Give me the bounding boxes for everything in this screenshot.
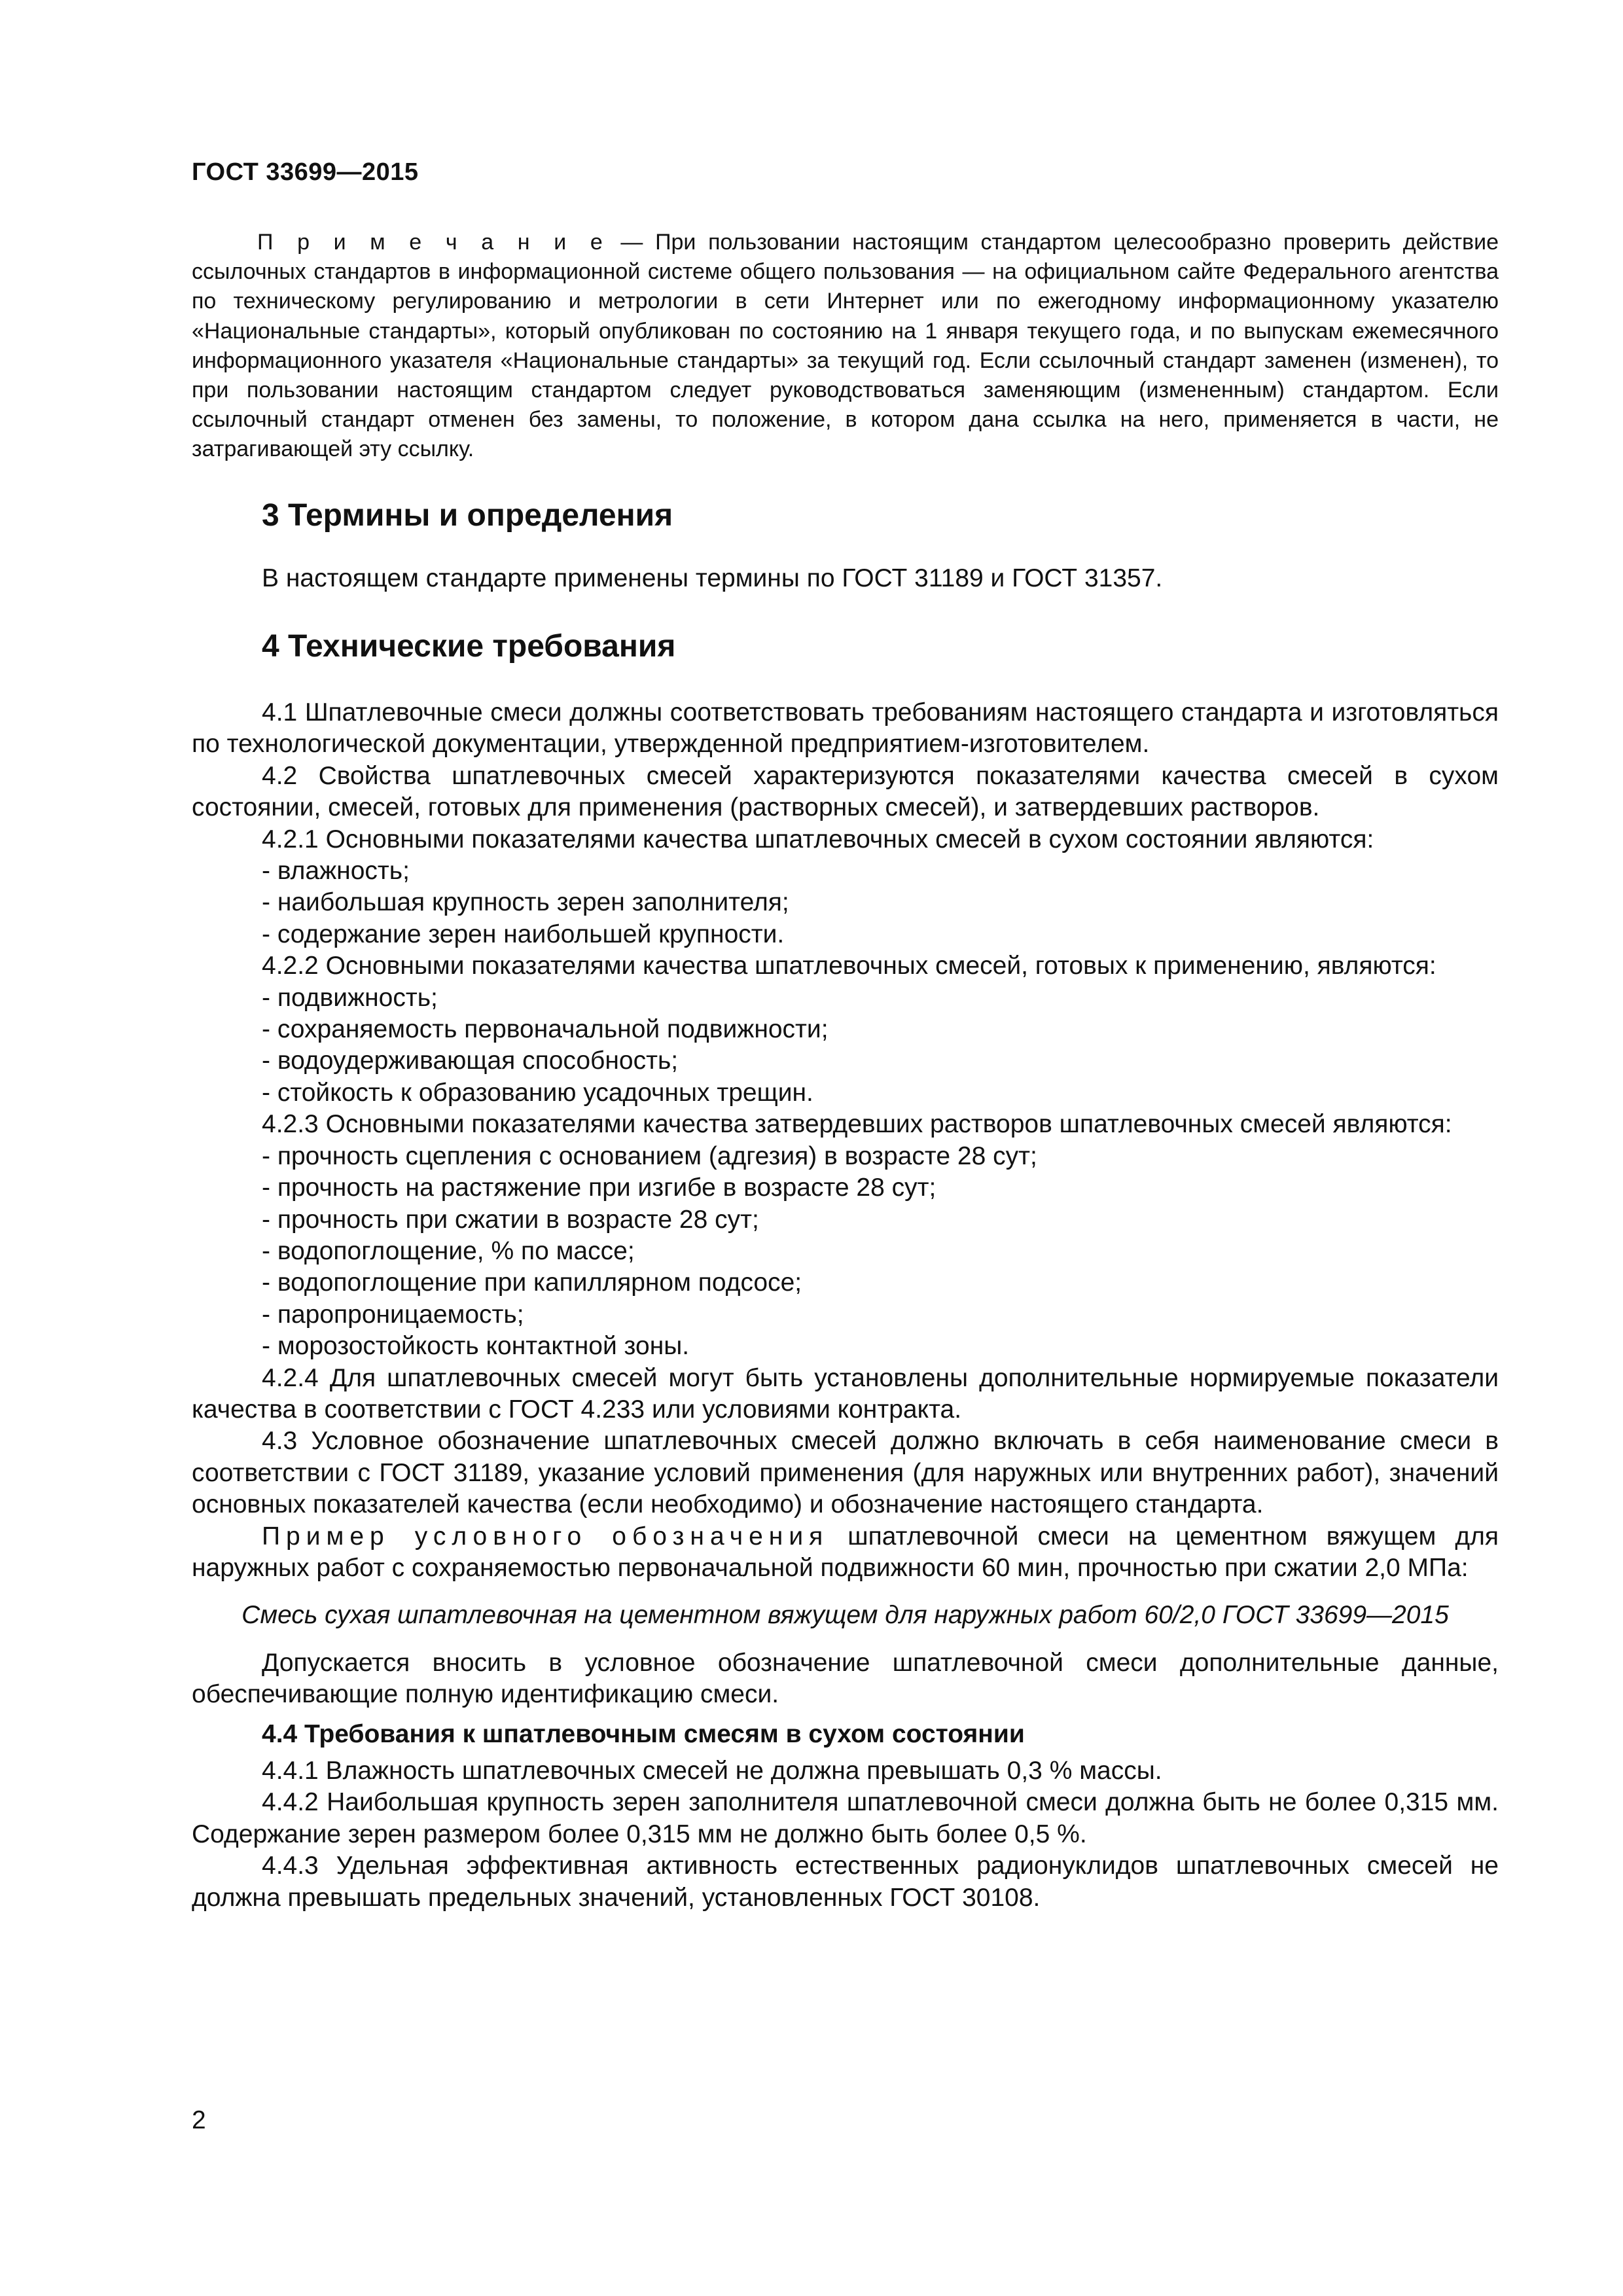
section-4-heading: 4 Технические требования [262,629,676,664]
list-item: - водопоглощение, % по массе; [262,1236,635,1265]
list-item: - наибольшая крупность зерен заполнителя; [262,888,789,917]
paragraph-4-3: 4.3 Условное обозначение шпатлевочных смесей должно включать в себя наименование смеси в соответствии с ГОСТ 31189, указание условий применения (для наружных или внутренних работ), значений основных показателей качества (если необходимо) и обозначение настоящего стандарта. [192,1427,1499,1519]
paragraph-4-4-2: 4.4.2 Наибольшая крупность зерен заполнителя шпатлевочной смеси должна быть не более 0,315 мм. Содержание зерен размером более 0,315 мм не должно быть более 0,5 %. [192,1788,1499,1848]
note-text: — При пользовании настоящим стандартом целесообразно проверить действие ссылочных стандартов в информационной системе общего пользования — на официальном сайте Федерального агентства по техническому регулированию и метрологии в сети Интернет или по ежегодному информационному указателю «Национальные стандарты», который опубликован по состоянию на 1 января текущего года, и по выпускам ежемесячного информационного указателя «Национальные стандарты» за текущий год. Если ссылочный стандарт заменен (изменен), то при пользовании настоящим стандартом следует руководствоваться заменяющим (измененным) стандартом. Если ссылочный стандарт отменен без замены, то положение, в котором дана ссылка на него, применяется в части, не затрагивающей эту ссылку. [192,230,1499,462]
paragraph-allowed: Допускается вносить в условное обозначение шпатлевочной смеси дополнительные данные, обеспечивающие полную идентификацию смеси. [192,1648,1499,1709]
section-3-text: В настоящем стандарте применены термины по ГОСТ 31189 и ГОСТ 31357. [262,564,1163,592]
paragraph-4-2: 4.2 Свойства шпатлевочных смесей характеризуются показателями качества смесей в сухом состоянии, смесей, готовых для применения (растворных смесей), и затвердевших растворов. [192,761,1499,822]
note-block [192,228,1499,465]
page-number: 2 [192,2106,206,2134]
document-code-header: ГОСТ 33699—2015 [192,158,419,186]
list-item: - влажность; [262,857,410,886]
list-item: - стойкость к образованию усадочных трещин. [262,1078,813,1107]
list-item: - водоудерживающая способность; [262,1047,679,1075]
subsection-4-4-heading: 4.4 Требования к шпатлевочным смесям в сухом состоянии [262,1719,1025,1748]
paragraph-4-2-1: 4.2.1 Основными показателями качества шпатлевочных смесей в сухом состоянии являются: [262,825,1374,853]
list-item: - прочность сцепления с основанием (адгезия) в возрасте 28 сут; [262,1141,1037,1170]
section-3-heading: 3 Термины и определения [262,498,673,533]
paragraph-4-2-2: 4.2.2 Основными показателями качества шпатлевочных смесей, готовых к применению, являются: [262,952,1436,980]
example-label: Пример условного обозначения [262,1522,829,1551]
section-4-body [192,697,1499,1914]
example-text: шпатлевочной смеси на цементном вяжущем для наружных работ с сохраняемостью первоначальной подвижности 60 мин, прочностью при сжатии 2,0 МПа: [192,1522,1499,1582]
example-designation: Смесь сухая шпатлевочная на цементном вяжущем для наружных работ 60/2,0 ГОСТ 33699—2015 [241,1601,1449,1630]
list-item: - содержание зерен наибольшей крупности. [262,920,785,948]
paragraph-4-4-3: 4.4.3 Удельная эффективная активность естественных радионуклидов шпатлевочных смесей не должна превышать предельных значений, установленных ГОСТ 30108. [192,1852,1499,1912]
list-item: - морозостойкость контактной зоны. [262,1332,690,1361]
list-item: - прочность при сжатии в возрасте 28 сут; [262,1205,759,1234]
list-item: - паропроницаемость; [262,1300,524,1329]
paragraph-4-4-1: 4.4.1 Влажность шпатлевочных смесей не должна превышать 0,3 % массы. [262,1757,1162,1785]
note-paragraph [192,228,1499,465]
list-item: - подвижность; [262,983,438,1012]
paragraph-4-1: 4.1 Шпатлевочные смеси должны соответствовать требованиям настоящего стандарта и изготовляться по технологической документации, утвержденной предприятием-изготовителем. [192,698,1499,759]
example-paragraph [192,1521,1499,1585]
note-label: П р и м е ч а н и е [257,230,609,255]
list-item: - сохраняемость первоначальной подвижности; [262,1015,829,1044]
list-item: - прочность на растяжение при изгибе в возрасте 28 сут; [262,1174,936,1202]
list-item: - водопоглощение при капиллярном подсосе; [262,1268,802,1297]
paragraph-4-2-3: 4.2.3 Основными показателями качества затвердевших растворов шпатлевочных смесей являются: [262,1110,1452,1139]
paragraph-4-2-4: 4.2.4 Для шпатлевочных смесей могут быть установлены дополнительные нормируемые показатели качества в соответствии с ГОСТ 4.233 или условиями контракта. [192,1363,1499,1424]
